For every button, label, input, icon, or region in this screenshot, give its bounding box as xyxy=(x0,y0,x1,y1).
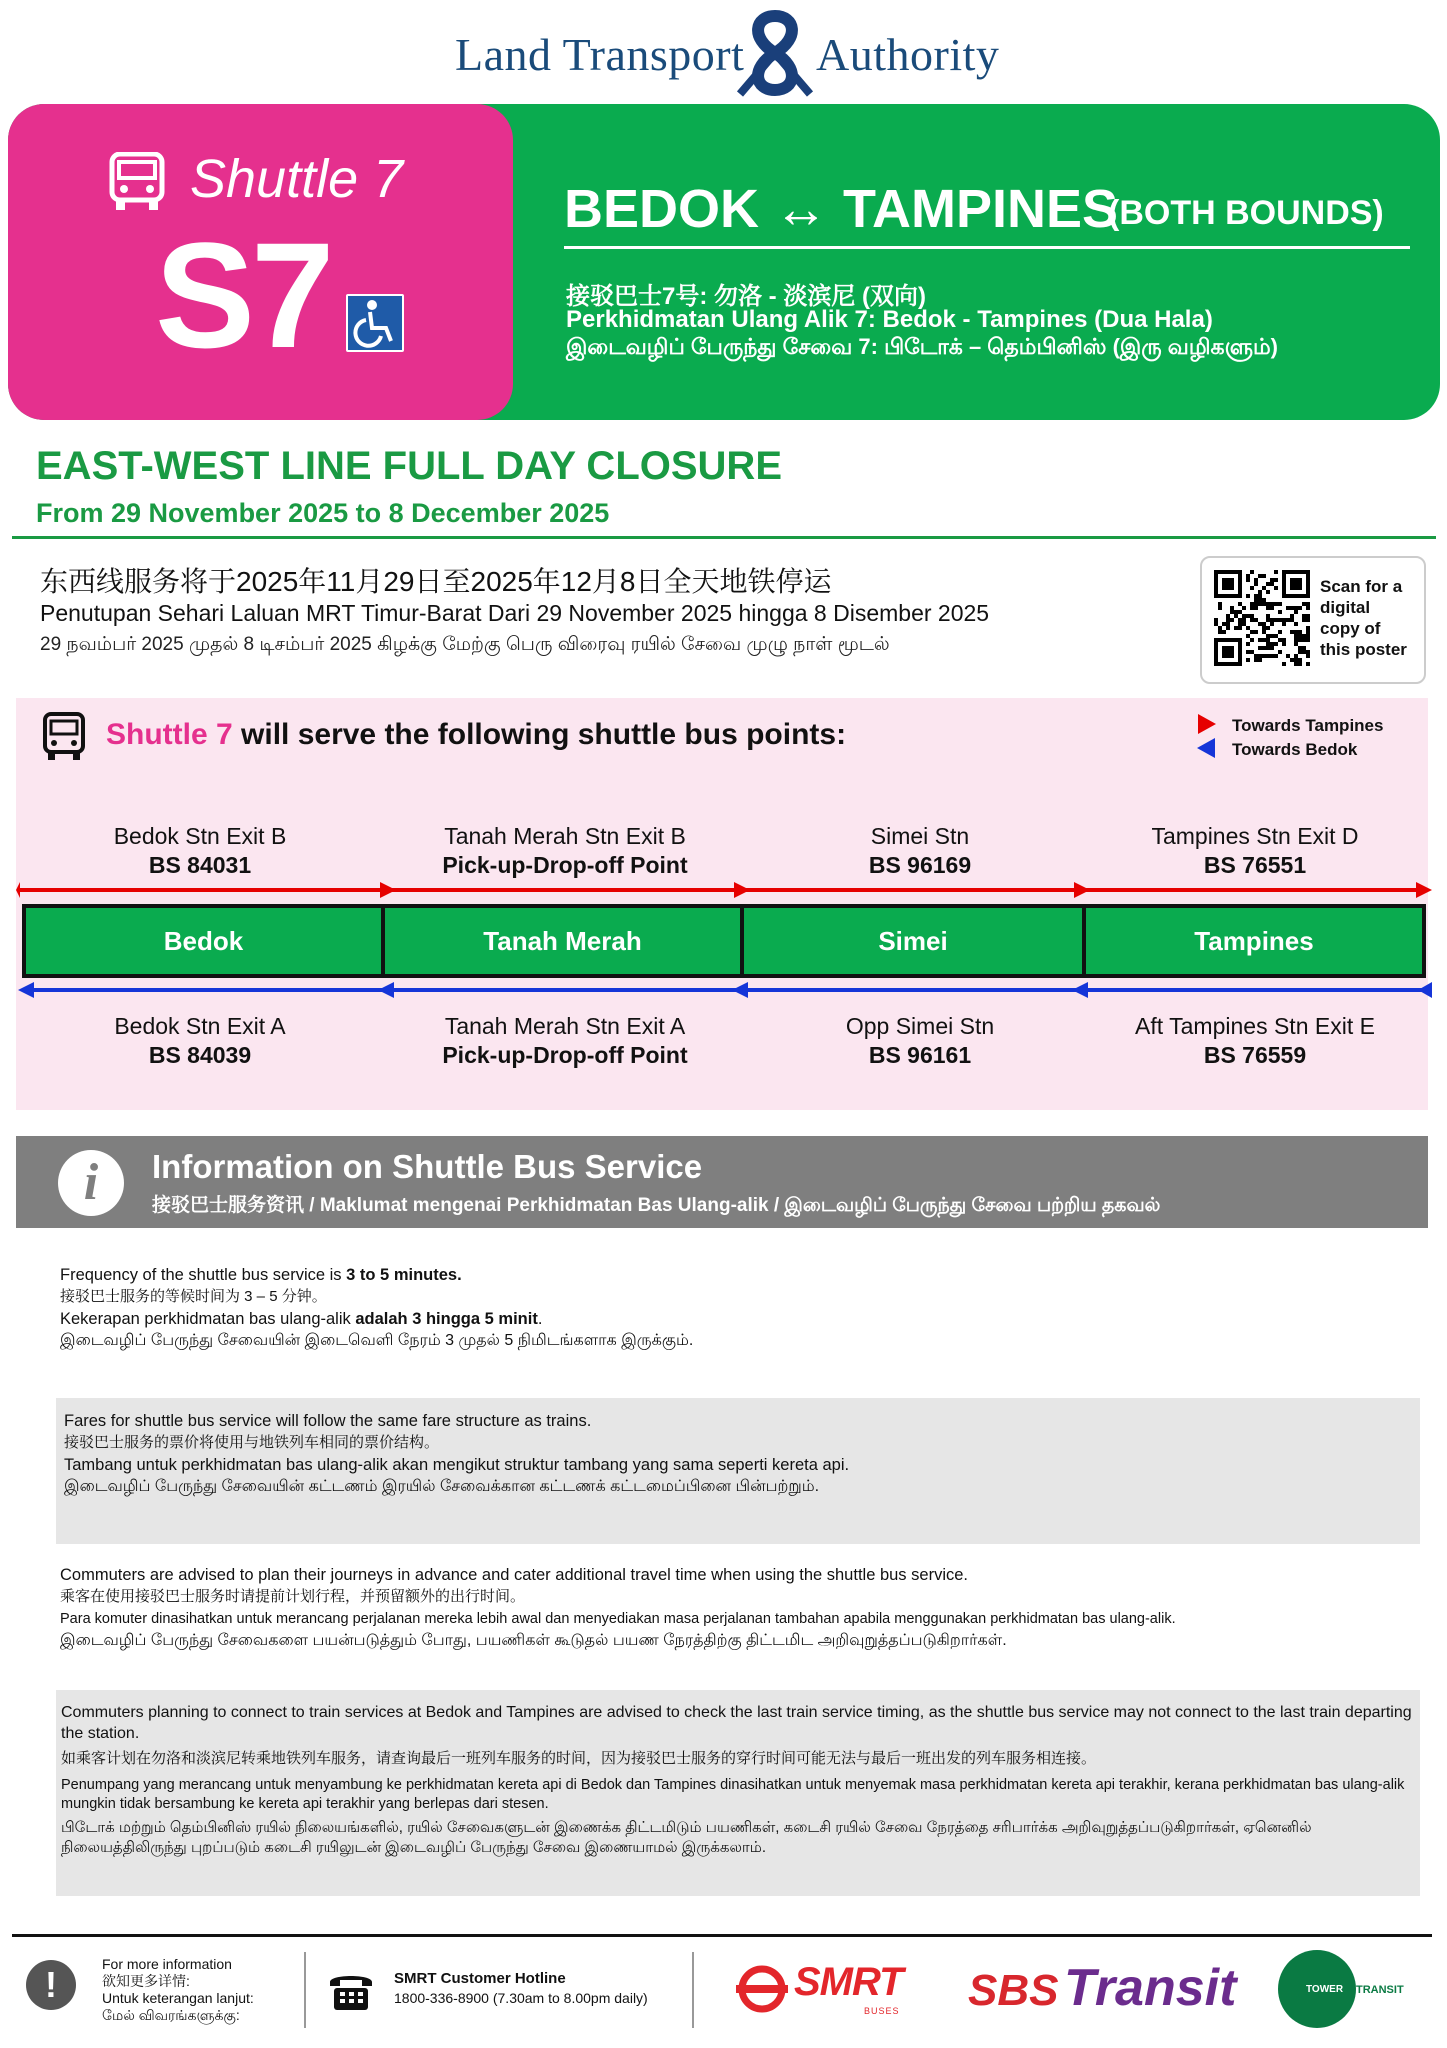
smrt-emblem-icon xyxy=(734,1964,790,2014)
qr-caption-line: copy of xyxy=(1320,619,1381,638)
route-code: S7 xyxy=(155,211,331,379)
connection-en: Commuters planning to connect to train services at Bedok and Tampines are advised to check the last train service timing, as the shuttle bus service may not connect to the last train departing the station. xyxy=(61,1704,1412,1742)
closure-line-zh: 东西线服务将于2025年11月29日至2025年12月8日全天地铁停运 xyxy=(40,566,832,597)
qr-caption xyxy=(1320,576,1422,660)
smrt-logo-text: SMRT xyxy=(794,1960,903,2004)
stop-name: Opp Simei Stn xyxy=(845,1013,995,1039)
fares-ms: Tambang untuk perkhidmatan bas ulang-alik akan mengikut struktur tambang yang sama seperti kereta api. xyxy=(64,1456,850,1474)
tower-transit-logo-text: TRANSIT xyxy=(1356,1984,1404,1996)
hotline-title: SMRT Customer Hotline xyxy=(394,1970,566,1987)
sbs-transit-logo-text: Transit xyxy=(1064,1959,1237,2017)
stop-name: Bedok Stn Exit A xyxy=(114,1013,286,1039)
lta-logo-right-text: Authority xyxy=(816,29,1000,80)
frequency-ta: இடைவழிப் பேருந்து சேவையின் இடைவெளி நேரம் 3 முதல் 5 நிமிடங்களாக இருக்கும். xyxy=(60,1332,694,1349)
qr-caption-line: this poster xyxy=(1320,640,1407,659)
more-info-line: 欲知更多详情: xyxy=(102,1973,190,1989)
closure-line-ta: 29 நவம்பர் 2025 முதல் 8 டிசம்பர் 2025 கிழக்கு மேற்கு பெரு விரைவு ரயில் சேவை முழு நாள் மூடல் xyxy=(40,634,890,655)
frequency-en-text: Frequency of the shuttle bus service is xyxy=(60,1266,347,1284)
stop-code: BS 84031 xyxy=(148,852,252,878)
station-bedok: Bedok xyxy=(163,925,244,956)
towards-bedok-line xyxy=(18,982,1432,998)
map-heading xyxy=(106,718,846,752)
stop-bottom-tanah-merah xyxy=(400,1012,730,1070)
fares-zh: 接驳巴士服务的票价将使用与地铁列车相同的票价结构。 xyxy=(64,1434,440,1451)
qr-caption-line: Scan for a xyxy=(1320,577,1403,596)
fares-en: Fares for shuttle bus service will follow the same fare structure as trains. xyxy=(64,1412,592,1430)
stop-name: Tampines Stn Exit D xyxy=(1151,823,1359,849)
route-subtitle-ms: Perkhidmatan Ulang Alik 7: Bedok - Tampines (Dua Hala) xyxy=(566,306,1213,333)
stop-code: BS 84039 xyxy=(148,1042,252,1068)
planning-zh: 乘客在使用接驳巴士服务时请提前计划行程，并预留额外的出行时间。 xyxy=(60,1588,526,1605)
map-heading-highlight: Shuttle 7 xyxy=(106,718,233,751)
connection-ms: Penumpang yang merancang untuk menyambung ke perkhidmatan kereta api di Bedok dan Tampines dinasihatkan untuk menyemak masa perkhidmatan kereta api terakhir, kerana perkhidmatan bas ulang-alik mungkin tidak bersambung ke kereta api terakhir yang berlepas dari stesen. xyxy=(61,1777,1405,1812)
connection-zh: 如乘客计划在勿洛和淡滨尼转乘地铁列车服务，请查询最后一班列车服务的时间，因为接驳巴士服务的穿行时间可能无法与最后一班出发的列车服务相连接。 xyxy=(61,1750,1097,1767)
stop-name: Aft Tampines Stn Exit E xyxy=(1135,1013,1375,1039)
planning-ms: Para komuter dinasihatkan untuk merancang perjalanan mereka lebih awal dan menyediakan masa perjalanan tambahan apabila menggunakan perkhidmatan bas ulang-alik. xyxy=(60,1611,1176,1627)
wheelchair-accessible-icon xyxy=(346,294,404,352)
stop-code: Pick-up-Drop-off Point xyxy=(442,1042,688,1068)
footer-separator xyxy=(304,1952,306,2028)
legend-towards-bedok: Towards Bedok xyxy=(1232,740,1358,759)
station-tanah-merah: Tanah Merah xyxy=(483,925,642,956)
route-subtitle-zh: 接驳巴士7号: 勿洛 - 淡滨尼 (双向) xyxy=(566,283,926,310)
info-title: Information on Shuttle Bus Service xyxy=(152,1148,703,1185)
frequency-ms-bold: adalah 3 hingga 5 minit xyxy=(355,1310,538,1328)
lta-emblem-icon xyxy=(730,8,820,98)
route-divider xyxy=(564,246,1410,249)
planning-en: Commuters are advised to plan their journeys in advance and cater additional travel time when using the shuttle bus service. xyxy=(60,1566,968,1584)
footer-divider xyxy=(12,1934,1432,1937)
stop-code: BS 76559 xyxy=(1203,1042,1307,1068)
exclamation-icon: ! xyxy=(26,1960,76,2010)
frequency-en xyxy=(60,1264,1420,1286)
stop-code: BS 96161 xyxy=(868,1042,972,1068)
towards-tampines-line xyxy=(16,882,1432,898)
stop-bottom-simei xyxy=(780,1012,1060,1070)
stop-top-bedok xyxy=(60,822,340,880)
frequency-en-bold: 3 to 5 minutes. xyxy=(346,1266,462,1284)
more-info-line: For more information xyxy=(102,1956,232,1972)
route-title: BEDOK ↔ TAMPINES xyxy=(564,179,1119,239)
towards-tampines-arrow-icon xyxy=(1198,714,1216,734)
map-heading-text: will serve the following shuttle bus points: xyxy=(232,718,847,751)
info-subtitle: 接驳巴士服务资讯 / Maklumat mengenai Perkhidmatan Bas Ulang-alik / இடைவழிப் பேருந்து சேவை பற்றிய தகவல் xyxy=(152,1195,1161,1216)
stop-top-tampines xyxy=(1100,822,1410,880)
sbs-logo-text: SBS xyxy=(968,1966,1059,2015)
planning-block xyxy=(60,1564,1420,1652)
bus-icon xyxy=(108,152,166,212)
frequency-ms-suffix: . xyxy=(537,1310,543,1328)
closure-title: EAST-WEST LINE FULL DAY CLOSURE xyxy=(36,444,782,488)
closure-divider xyxy=(12,536,1436,539)
frequency-zh: 接驳巴士服务的等候时间为 3 – 5 分钟。 xyxy=(60,1288,327,1305)
phone-icon xyxy=(326,1968,376,2012)
qr-caption-line: digital xyxy=(1320,598,1371,617)
closure-line-ms: Penutupan Sehari Laluan MRT Timur-Barat Dari 29 November 2025 hingga 8 Disember 2025 xyxy=(40,600,990,626)
connection-ta: பிடோக் மற்றும் தெம்பினிஸ் ரயில் நிலையங்களில், ரயில் சேவைகளுடன் இணைக்க திட்டமிடும் பயணிகள், கடைசி ரயில் சேவை நேரத்தை சரிபார்க்க அறிவுறுத்தப்படுகிறார்கள், ஏனெனில் நிலையத்திலிருந்து புறப்படும் கடைசி ரயிலுடன் இடைவழிப் பேருந்து சேவை இணையாமல் இருக்கலாம். xyxy=(61,1819,1312,1856)
route-subtitle-ta: இடைவழிப் பேருந்து சேவை 7: பிடோக் – தெம்பினிஸ் (இரு வழிகளும்) xyxy=(566,334,1278,359)
stop-code: BS 96169 xyxy=(868,852,972,878)
footer-separator xyxy=(692,1952,694,2028)
legend-towards-tampines: Towards Tampines xyxy=(1232,716,1384,735)
stop-code: BS 76551 xyxy=(1203,852,1307,878)
towards-bedok-arrow-icon xyxy=(1197,738,1215,758)
station-simei: Simei xyxy=(878,925,948,956)
bus-icon xyxy=(42,712,86,762)
more-info-text xyxy=(102,1956,254,2024)
closure-dates: From 29 November 2025 to 8 December 2025 xyxy=(36,498,610,528)
lta-logo-left-text: Land Transport xyxy=(455,29,745,80)
stop-code: Pick-up-Drop-off Point xyxy=(442,852,688,878)
stations-bar xyxy=(22,904,1426,978)
info-icon: i xyxy=(58,1150,124,1216)
stop-top-simei xyxy=(780,822,1060,880)
route-bounds: (BOTH BOUNDS) xyxy=(1108,194,1384,232)
frequency-ms xyxy=(60,1308,1420,1330)
planning-ta: இடைவழிப் பேருந்து சேவைகளை பயன்படுத்தும் போது, பயணிகள் கூடுதல் பயண நேரத்திற்கு திட்டமிட அறிவுறுத்தப்படுகிறார்கள். xyxy=(60,1632,1007,1649)
shuttle-label: Shuttle 7 xyxy=(190,149,404,209)
stop-top-tanah-merah xyxy=(400,822,730,880)
qr-code[interactable] xyxy=(1214,570,1310,666)
stop-name: Tanah Merah Stn Exit A xyxy=(444,1013,686,1039)
lta-logo xyxy=(440,8,1040,98)
frequency-ms-text: Kekerapan perkhidmatan bas ulang-alik xyxy=(60,1310,356,1328)
hotline-number[interactable]: 1800-336-8900 (7.30am to 8.00pm daily) xyxy=(394,1990,648,2006)
stop-name: Bedok Stn Exit B xyxy=(113,823,287,849)
tower-logo-text: TOWER xyxy=(1306,1984,1344,1995)
smrt-logo-subtext: BUSES xyxy=(864,2006,900,2016)
connection-block xyxy=(56,1690,1420,1896)
fares-ta: இடைவழிப் பேருந்து சேவையின் கட்டணம் இரயில் சேவைக்கான கட்டணக் கட்டமைப்பினை பின்பற்றும். xyxy=(64,1478,820,1495)
more-info-line: Untuk keterangan lanjut: xyxy=(102,1990,254,2006)
fares-block xyxy=(56,1398,1420,1544)
stop-name: Tanah Merah Stn Exit B xyxy=(444,823,686,849)
more-info-line: மேல் விவரங்களுக்கு: xyxy=(102,2007,240,2023)
station-tampines: Tampines xyxy=(1194,925,1314,956)
stop-name: Simei Stn xyxy=(870,823,970,849)
stop-bottom-bedok xyxy=(60,1012,340,1070)
frequency-block xyxy=(60,1264,1420,1352)
stop-bottom-tampines xyxy=(1100,1012,1410,1070)
